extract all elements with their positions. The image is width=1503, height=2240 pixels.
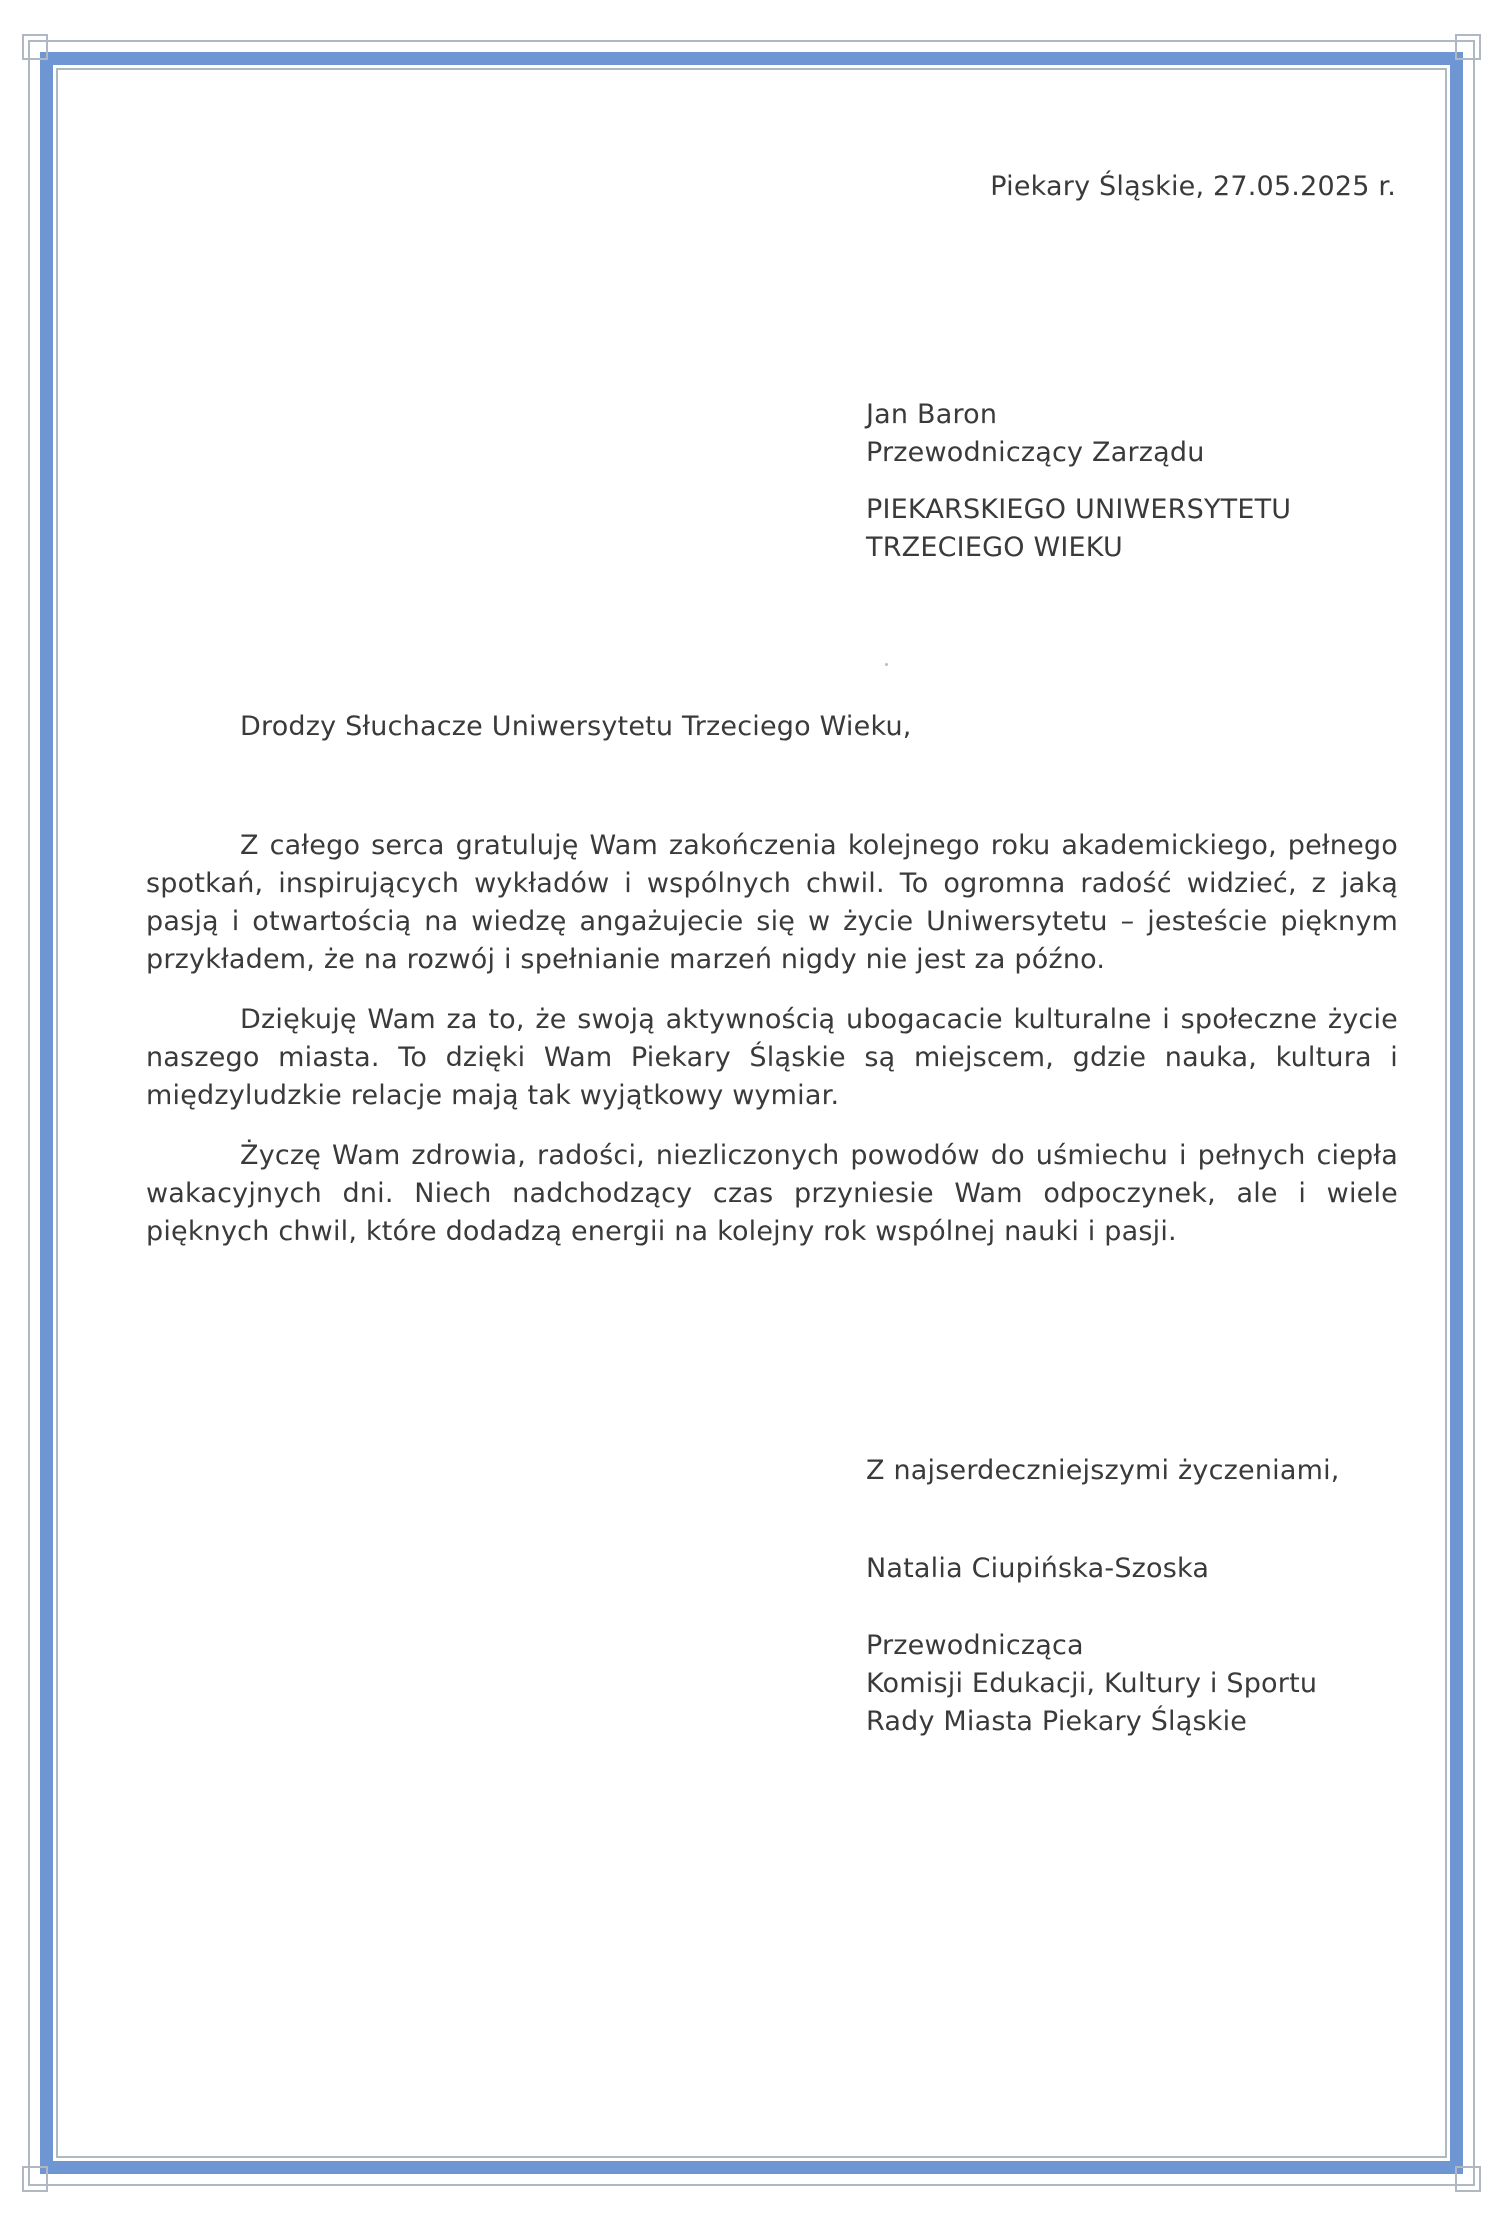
closing-line: Z najserdeczniejszymi życzeniami, (866, 1455, 1340, 1486)
frame-corner-ornament (1455, 2166, 1481, 2192)
signer-title-line: Przewodnicząca (866, 1630, 1084, 1661)
frame-corner-ornament (22, 34, 48, 60)
recipient-org-line2: TRZECIEGO WIEKU (866, 532, 1123, 563)
scan-speck (885, 663, 888, 666)
salutation: Drodzy Słuchacze Uniwersytetu Trzeciego Wieku, (240, 711, 912, 742)
body-paragraph: Życzę Wam zdrowia, radości, niezliczonych powodów do uśmiechu i pełnych ciepła wakacyjnych dni. Niech nadchodzący czas przyniesie Wam odpoczynek, ale i wiele pięknych chwil, które dodadzą energii na kolejny rok wspólnej nauki i pasji. (146, 1140, 1398, 1247)
signer-title-line: Komisji Edukacji, Kultury i Sportu (866, 1668, 1318, 1699)
signer-name: Natalia Ciupińska-Szoska (866, 1553, 1210, 1584)
frame-corner-ornament (1455, 34, 1481, 60)
place-date: Piekary Śląskie, 27.05.2025 r. (990, 171, 1396, 202)
recipient-block (866, 396, 1291, 567)
frame-corner-ornament (22, 2166, 48, 2192)
letter-body (146, 827, 1398, 1273)
recipient-role: Przewodniczący Zarządu (866, 437, 1205, 468)
body-paragraph: Dziękuję Wam za to, że swoją aktywnością ubogacacie kulturalne i społeczne życie naszego miasta. To dzięki Wam Piekary Śląskie są miejscem, gdzie nauka, kultura i międzyludzkie relacje mają tak wyjątkowy wymiar. (146, 1004, 1398, 1111)
signer-title-block (866, 1627, 1317, 1741)
body-paragraph: Z całego serca gratuluję Wam zakończenia kolejnego roku akademickiego, pełnego spotkań, inspirujących wykładów i wspólnych chwil. To ogromna radość widzieć, z jaką pasją i otwartością na wiedzę angażujecie się w życie Uniwersytetu – jesteście pięknym przykładem, że na rozwój i spełnianie marzeń nigdy nie jest za późno. (146, 830, 1398, 975)
recipient-name: Jan Baron (866, 399, 998, 430)
signer-title-line: Rady Miasta Piekary Śląskie (866, 1706, 1248, 1737)
recipient-org-line1: PIEKARSKIEGO UNIWERSYTETU (866, 494, 1292, 525)
